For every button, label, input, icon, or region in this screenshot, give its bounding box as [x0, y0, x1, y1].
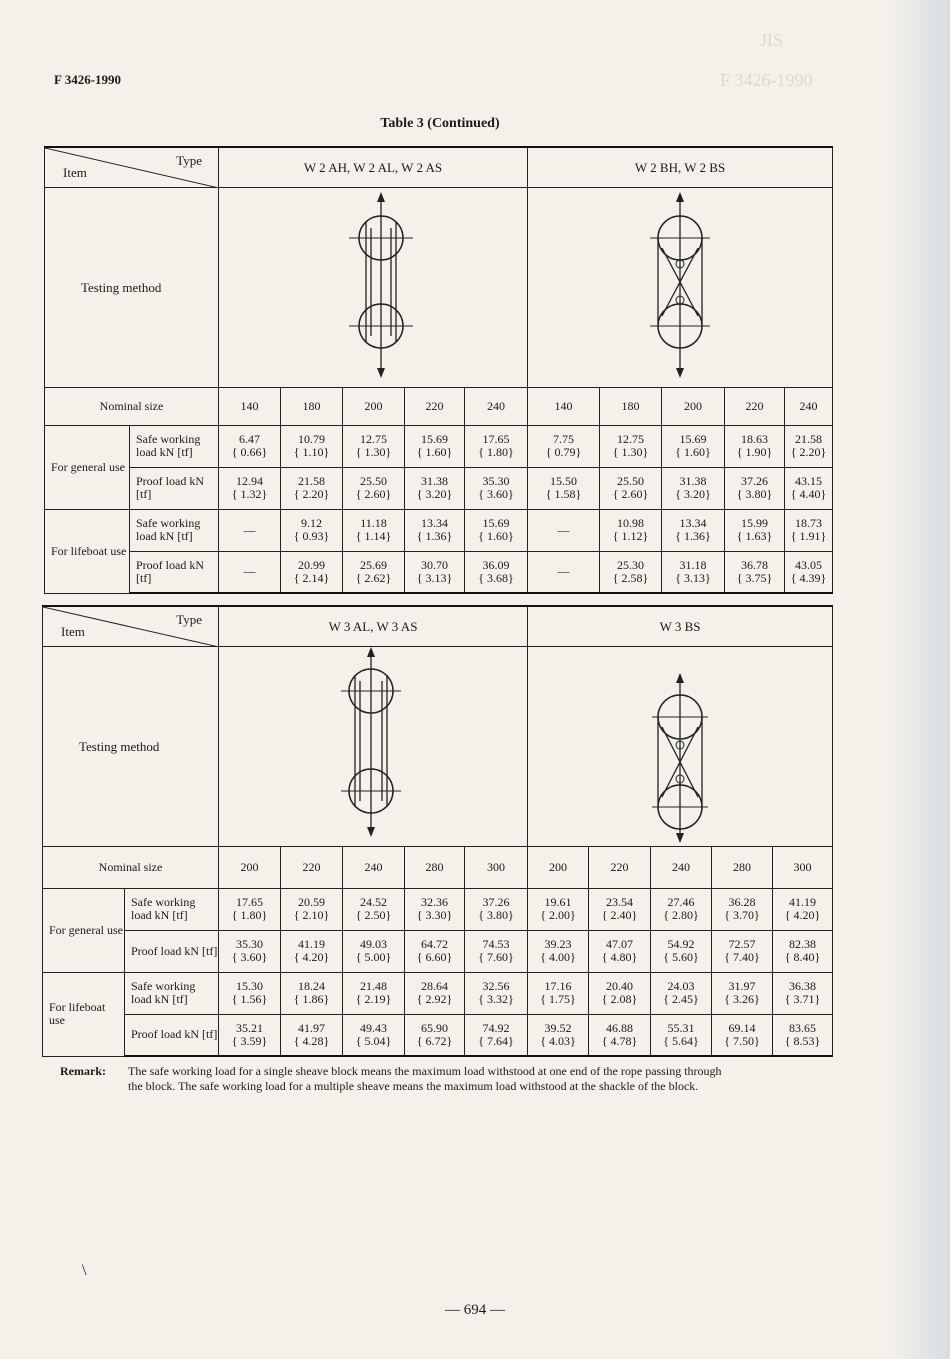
kn-value: 43.05: [795, 557, 823, 572]
bleed-through-code: F 3426-1990: [720, 70, 813, 90]
kn-value: —: [243, 564, 256, 579]
general-proof-cell: [528, 467, 600, 509]
general-safe-cell: [405, 425, 465, 467]
item-label: Item: [63, 164, 87, 180]
tf-value: { 2.58}: [612, 570, 649, 585]
kn-value: 21.58: [795, 432, 823, 446]
tf-value: { 3.75}: [736, 570, 773, 585]
lifeboat-proof-cell: [712, 1014, 773, 1056]
nominal-size-cell: 300: [773, 846, 833, 888]
general-proof-cell: [465, 930, 528, 972]
nominal-size-cell: 200: [528, 846, 589, 888]
tf-value: { 0.93}: [293, 529, 330, 543]
type-left: W 2 AH, W 2 AL, W 2 AS: [219, 147, 528, 187]
nominal-size-cell: 240: [651, 846, 712, 888]
kn-value: 31.38: [421, 474, 448, 488]
remark-label: Remark:: [60, 1064, 106, 1078]
nominal-size-cell: 220: [589, 846, 651, 888]
tf-value: { 3.71}: [784, 992, 821, 1006]
lifeboat-safe-cell: [405, 972, 465, 1014]
lifeboat-safe-cell: [281, 972, 343, 1014]
kn-value: 18.24: [298, 979, 325, 993]
tf-value: { 4.00}: [540, 950, 576, 964]
tf-value: { 1.30}: [355, 445, 392, 459]
kn-value: 55.31: [667, 1020, 695, 1035]
kn-value: 37.26: [482, 895, 510, 909]
general-proof-cell: [343, 467, 405, 509]
lifeboat-use-label: For lifeboat use: [43, 972, 125, 1056]
general-use-label: For general use: [43, 888, 125, 972]
kn-value: 15.69: [421, 432, 448, 446]
general-safe-cell: [528, 888, 589, 930]
safe-working-load-label: Safe working load kN [tf]: [130, 425, 219, 467]
tf-value: { 1.14}: [355, 529, 392, 543]
kn-value: 15.69: [482, 516, 510, 530]
general-safe-cell: [712, 888, 773, 930]
tf-value: { 1.80}: [231, 908, 268, 922]
kn-value: —: [557, 564, 570, 579]
type-left: W 3 AL, W 3 AS: [219, 606, 528, 646]
lifeboat-proof-cell: [281, 551, 343, 593]
type-label: Type: [176, 612, 202, 627]
kn-value: 9.12: [301, 516, 322, 530]
lifeboat-proof-cell: [600, 551, 662, 593]
lifeboat-safe-cell: [281, 509, 343, 551]
kn-value: 39.52: [544, 1020, 572, 1035]
nominal-size-cell: 200: [343, 387, 405, 425]
kn-value: 27.46: [667, 895, 695, 909]
tf-value: { 7.50}: [724, 1033, 760, 1048]
proof-load-label: Proof load kN [tf]: [125, 1014, 219, 1056]
kn-value: 20.99: [298, 557, 325, 572]
tf-value: { 3.13}: [416, 570, 453, 585]
tf-value: { 8.53}: [784, 1033, 821, 1048]
kn-value: 83.65: [789, 1020, 817, 1035]
nominal-size-cell: 280: [405, 846, 465, 888]
kn-value: 41.19: [298, 937, 325, 951]
tf-value: { 1.36}: [416, 529, 453, 543]
type-item-header: [45, 147, 219, 187]
general-safe-cell: [343, 888, 405, 930]
kn-value: 43.15: [795, 474, 823, 488]
lifeboat-safe-cell: [773, 972, 833, 1014]
tf-value: { 4.20}: [784, 908, 821, 922]
kn-value: 12.94: [236, 474, 263, 488]
tf-value: { 0.66}: [231, 445, 268, 459]
lifeboat-safe-cell: [589, 972, 651, 1014]
tf-value: { 2.80}: [663, 908, 699, 922]
lifeboat-proof-cell: [528, 1014, 589, 1056]
kn-value: —: [557, 522, 570, 537]
kn-value: 7.75: [553, 432, 574, 446]
spec-table-2: [42, 605, 833, 1057]
general-proof-cell: [465, 467, 528, 509]
tf-value: { 7.60}: [478, 950, 514, 964]
general-use-label: For general use: [45, 425, 130, 509]
tf-value: { 5.64}: [663, 1033, 699, 1048]
tf-value: { 4.39}: [790, 570, 827, 585]
kn-value: 32.36: [421, 895, 448, 909]
kn-value: 24.03: [667, 979, 695, 993]
general-safe-cell: [465, 425, 528, 467]
tf-value: { 3.26}: [724, 992, 760, 1006]
tf-value: { 1.58}: [545, 487, 582, 501]
nominal-size-label: Nominal size: [45, 387, 219, 425]
tf-value: { 2.40}: [601, 908, 638, 922]
nominal-size-cell: 140: [219, 387, 281, 425]
general-safe-cell: [773, 888, 833, 930]
general-safe-cell: [651, 888, 712, 930]
tf-value: { 3.68}: [478, 570, 514, 585]
kn-value: 24.52: [360, 895, 387, 909]
tf-value: { 5.60}: [663, 950, 699, 964]
general-proof-cell: [600, 467, 662, 509]
tf-value: { 6.60}: [416, 950, 453, 964]
kn-value: 36.38: [789, 979, 817, 993]
nominal-size-cell: 240: [465, 387, 528, 425]
tf-value: { 3.80}: [736, 487, 773, 501]
safe-working-load-label: Safe working load kN [tf]: [125, 888, 219, 930]
tf-value: { 2.50}: [355, 908, 392, 922]
tf-value: { 2.00}: [540, 908, 576, 922]
lifeboat-proof-cell: [589, 1014, 651, 1056]
proof-load-label: Proof load kN [tf]: [130, 467, 219, 509]
tf-value: { 7.40}: [724, 950, 760, 964]
lifeboat-proof-cell: [773, 1014, 833, 1056]
page-number: — 694 —: [445, 1302, 505, 1318]
kn-value: 35.30: [482, 474, 510, 488]
kn-value: 10.79: [298, 432, 325, 446]
kn-value: 10.98: [617, 516, 644, 530]
general-safe-cell: [528, 425, 600, 467]
tf-value: { 1.86}: [293, 992, 330, 1006]
tf-value: { 2.60}: [612, 487, 649, 501]
lifeboat-proof-cell: [343, 551, 405, 593]
general-proof-cell: [662, 467, 725, 509]
general-safe-cell: [343, 425, 405, 467]
lifeboat-safe-cell: [651, 972, 712, 1014]
kn-value: 41.19: [789, 895, 817, 909]
proof-load-label: Proof load kN [tf]: [130, 551, 219, 593]
general-safe-cell: [589, 888, 651, 930]
lifeboat-safe-cell: [465, 972, 528, 1014]
tf-value: { 1.56}: [231, 992, 268, 1006]
lifeboat-proof-cell: [405, 551, 465, 593]
kn-value: 36.78: [741, 557, 768, 572]
kn-value: 12.75: [617, 432, 644, 446]
tf-value: { 4.20}: [293, 950, 330, 964]
lifeboat-safe-cell: [405, 509, 465, 551]
general-proof-cell: [785, 467, 833, 509]
spec-table-1: [44, 146, 833, 594]
kn-value: 47.07: [606, 937, 634, 951]
general-proof-cell: [725, 467, 785, 509]
general-safe-cell: [725, 425, 785, 467]
kn-value: 12.75: [360, 432, 387, 446]
tf-value: { 1.90}: [736, 445, 773, 459]
tf-value: { 2.20}: [790, 445, 827, 459]
general-safe-cell: [219, 888, 281, 930]
tf-value: { 2.19}: [355, 992, 392, 1006]
kn-value: 19.61: [544, 895, 572, 909]
kn-value: 39.23: [544, 937, 572, 951]
tf-value: { 3.13}: [675, 570, 711, 585]
kn-value: 25.50: [360, 474, 387, 488]
kn-value: 41.97: [298, 1020, 325, 1035]
type-item-header: [43, 606, 219, 646]
lifeboat-safe-cell: [219, 972, 281, 1014]
tf-value: { 2.14}: [293, 570, 330, 585]
general-safe-cell: [600, 425, 662, 467]
nominal-size-cell: 200: [219, 846, 281, 888]
lifeboat-proof-cell: [281, 1014, 343, 1056]
tf-value: { 3.30}: [416, 908, 453, 922]
kn-value: 30.70: [421, 557, 448, 572]
tf-value: { 1.80}: [478, 445, 514, 459]
tf-value: { 2.20}: [293, 487, 330, 501]
tf-value: { 4.40}: [790, 487, 827, 501]
nominal-size-cell: 300: [465, 846, 528, 888]
test-diagram-cross-sheave: [528, 187, 833, 387]
kn-value: 49.03: [360, 937, 387, 951]
general-proof-cell: [281, 930, 343, 972]
general-proof-cell: [281, 467, 343, 509]
tf-value: { 1.60}: [416, 445, 453, 459]
tf-value: { 2.45}: [663, 992, 699, 1006]
kn-value: 36.09: [482, 557, 510, 572]
kn-value: 37.26: [741, 474, 768, 488]
test-diagram-double-sheave: [219, 187, 528, 387]
safe-working-load-label: Safe working load kN [tf]: [130, 509, 219, 551]
tf-value: { 1.91}: [790, 529, 827, 543]
type-label: Type: [176, 153, 202, 168]
standard-code: F 3426-1990: [54, 72, 122, 87]
lifeboat-safe-cell: [343, 509, 405, 551]
lifeboat-safe-cell: [725, 509, 785, 551]
page-edge-shadow: [890, 0, 950, 1359]
general-safe-cell: [465, 888, 528, 930]
tf-value: { 8.40}: [784, 950, 821, 964]
general-safe-cell: [405, 888, 465, 930]
kn-value: 64.72: [421, 937, 448, 951]
lifeboat-safe-cell: [785, 509, 833, 551]
general-proof-cell: [405, 930, 465, 972]
lifeboat-proof-cell: [465, 551, 528, 593]
kn-value: 28.64: [421, 979, 448, 993]
kn-value: 15.69: [679, 432, 707, 446]
general-proof-cell: [651, 930, 712, 972]
tf-value: { 3.70}: [724, 908, 760, 922]
lifeboat-proof-cell: [405, 1014, 465, 1056]
general-safe-cell: [281, 888, 343, 930]
tf-value: { 4.03}: [540, 1033, 576, 1048]
tf-value: { 1.36}: [675, 529, 711, 543]
test-diagram-triple-sheave: [219, 646, 528, 846]
testing-method-label: Testing method: [43, 646, 219, 846]
lifeboat-proof-cell: [651, 1014, 712, 1056]
type-right: W 2 BH, W 2 BS: [528, 147, 833, 187]
tf-value: { 2.62}: [355, 570, 392, 585]
kn-value: 15.50: [550, 474, 577, 488]
kn-value: 15.30: [236, 979, 263, 993]
kn-value: 69.14: [728, 1020, 756, 1035]
kn-value: 72.57: [728, 937, 756, 951]
kn-value: 74.92: [482, 1020, 510, 1035]
general-safe-cell: [662, 425, 725, 467]
kn-value: —: [243, 522, 256, 537]
kn-value: 17.16: [544, 979, 572, 993]
table-title: Table 3 (Continued): [380, 116, 500, 131]
general-proof-cell: [343, 930, 405, 972]
kn-value: 36.28: [728, 895, 756, 909]
proof-load-label: Proof load kN [tf]: [125, 930, 219, 972]
nominal-size-cell: 220: [405, 387, 465, 425]
margin-mark: \: [82, 1262, 87, 1279]
kn-value: 31.18: [679, 557, 707, 572]
kn-value: 18.73: [795, 516, 823, 530]
kn-value: 13.34: [679, 516, 707, 530]
lifeboat-safe-cell: [662, 509, 725, 551]
kn-value: 15.99: [741, 516, 768, 530]
nominal-size-cell: 140: [528, 387, 600, 425]
tf-value: { 7.64}: [478, 1033, 514, 1048]
general-safe-cell: [219, 425, 281, 467]
type-right: W 3 BS: [528, 606, 833, 646]
tf-value: { 3.60}: [478, 487, 514, 501]
tf-value: { 3.20}: [416, 487, 453, 501]
kn-value: 35.30: [236, 937, 263, 951]
lifeboat-proof-cell: [785, 551, 833, 593]
kn-value: 18.63: [741, 432, 768, 446]
nominal-size-cell: 240: [785, 387, 833, 425]
kn-value: 54.92: [667, 937, 695, 951]
tf-value: { 5.00}: [355, 950, 392, 964]
tf-value: { 1.10}: [293, 445, 330, 459]
kn-value: 46.88: [606, 1020, 634, 1035]
tf-value: { 1.12}: [612, 529, 649, 543]
lifeboat-proof-cell: [465, 1014, 528, 1056]
lifeboat-proof-cell: [219, 1014, 281, 1056]
kn-value: 49.43: [360, 1020, 387, 1035]
tf-value: { 5.04}: [355, 1033, 392, 1048]
kn-value: 6.47: [239, 432, 260, 446]
nominal-size-cell: 180: [600, 387, 662, 425]
kn-value: 74.53: [482, 937, 510, 951]
item-label: Item: [61, 623, 85, 639]
lifeboat-proof-cell: [528, 551, 600, 593]
tf-value: { 3.80}: [478, 908, 514, 922]
tf-value: { 0.79}: [545, 445, 582, 459]
general-proof-cell: [589, 930, 651, 972]
general-proof-cell: [773, 930, 833, 972]
tf-value: { 1.60}: [675, 445, 711, 459]
general-proof-cell: [219, 930, 281, 972]
tf-value: { 1.63}: [736, 529, 773, 543]
kn-value: 23.54: [606, 895, 634, 909]
kn-value: 82.38: [789, 937, 817, 951]
general-safe-cell: [785, 425, 833, 467]
lifeboat-safe-cell: [219, 509, 281, 551]
bleed-through-jis: JIS: [760, 30, 784, 50]
tf-value: { 2.60}: [355, 487, 392, 501]
kn-value: 20.59: [298, 895, 325, 909]
general-proof-cell: [528, 930, 589, 972]
general-proof-cell: [405, 467, 465, 509]
testing-method-label: Testing method: [45, 187, 219, 387]
tf-value: { 4.78}: [601, 1033, 638, 1048]
lifeboat-safe-cell: [600, 509, 662, 551]
lifeboat-use-label: For lifeboat use: [45, 509, 130, 593]
nominal-size-label: Nominal size: [43, 846, 219, 888]
safe-working-load-label: Safe working load kN [tf]: [125, 972, 219, 1014]
tf-value: { 4.80}: [601, 950, 638, 964]
lifeboat-proof-cell: [662, 551, 725, 593]
tf-value: { 2.10}: [293, 908, 330, 922]
lifeboat-safe-cell: [528, 972, 589, 1014]
tf-value: { 1.75}: [540, 992, 576, 1006]
tf-value: { 3.59}: [231, 1033, 268, 1048]
remark-text: The safe working load for a single sheave block means the maximum load withstood at one end of the rope passing through the block. The safe working load for a multiple sheave means the maximum load withstood at the shackle of the block.: [128, 1064, 722, 1093]
nominal-size-cell: 240: [343, 846, 405, 888]
nominal-size-cell: 220: [725, 387, 785, 425]
lifeboat-safe-cell: [528, 509, 600, 551]
general-proof-cell: [712, 930, 773, 972]
tf-value: { 3.60}: [231, 950, 268, 964]
kn-value: 20.40: [606, 979, 634, 993]
general-proof-cell: [219, 467, 281, 509]
kn-value: 17.65: [236, 895, 263, 909]
kn-value: 17.65: [482, 432, 510, 446]
lifeboat-proof-cell: [219, 551, 281, 593]
kn-value: 13.34: [421, 516, 448, 530]
lifeboat-safe-cell: [343, 972, 405, 1014]
tf-value: { 1.32}: [231, 487, 268, 501]
kn-value: 31.38: [679, 474, 707, 488]
tf-value: { 3.32}: [478, 992, 514, 1006]
kn-value: 35.21: [236, 1020, 263, 1035]
tf-value: { 2.92}: [416, 992, 453, 1006]
lifeboat-proof-cell: [343, 1014, 405, 1056]
general-safe-cell: [281, 425, 343, 467]
kn-value: 25.69: [360, 557, 387, 572]
test-diagram-triple-cross-sheave: [528, 646, 833, 846]
lifeboat-proof-cell: [725, 551, 785, 593]
nominal-size-cell: 220: [281, 846, 343, 888]
lifeboat-safe-cell: [465, 509, 528, 551]
kn-value: 65.90: [421, 1020, 448, 1035]
nominal-size-cell: 180: [281, 387, 343, 425]
kn-value: 25.30: [617, 557, 644, 572]
kn-value: 21.58: [298, 474, 325, 488]
tf-value: { 2.08}: [601, 992, 638, 1006]
kn-value: 32.56: [482, 979, 510, 993]
kn-value: 11.18: [360, 516, 387, 530]
kn-value: 25.50: [617, 474, 644, 488]
kn-value: 21.48: [360, 979, 387, 993]
tf-value: { 6.72}: [416, 1033, 453, 1048]
nominal-size-cell: 200: [662, 387, 725, 425]
nominal-size-cell: 280: [712, 846, 773, 888]
tf-value: { 4.28}: [293, 1033, 330, 1048]
tf-value: { 3.20}: [675, 487, 711, 501]
tf-value: { 1.30}: [612, 445, 649, 459]
lifeboat-safe-cell: [712, 972, 773, 1014]
kn-value: 31.97: [728, 979, 756, 993]
tf-value: { 1.60}: [478, 529, 514, 543]
